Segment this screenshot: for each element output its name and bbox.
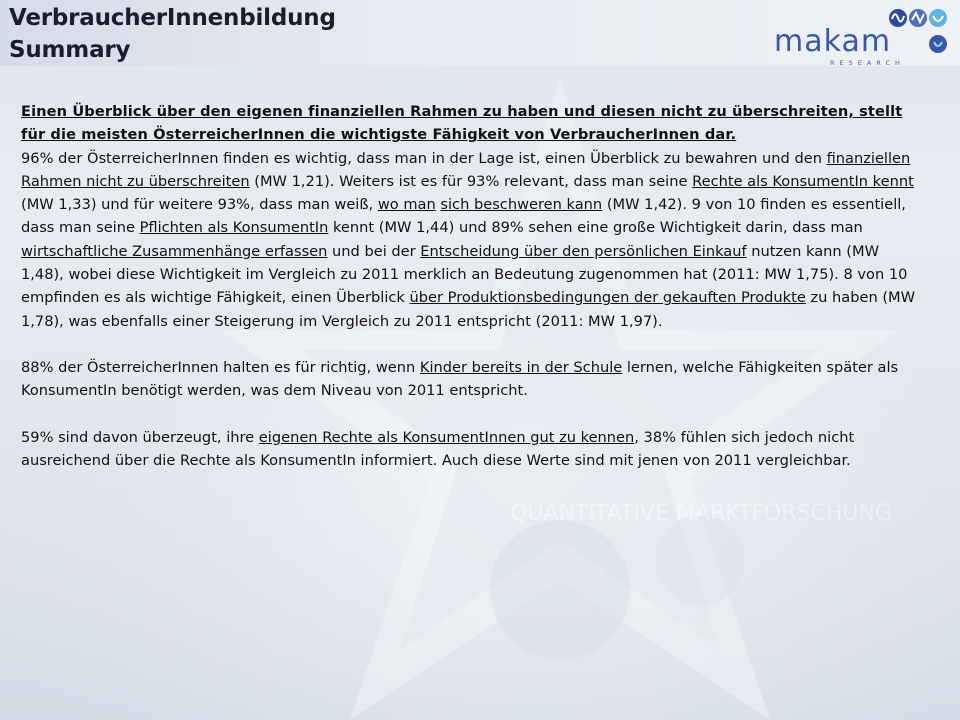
p1-highlight: Rechte als KonsumentIn kennt <box>692 172 914 190</box>
page-title <box>9 2 336 66</box>
lead-statement: Einen Überblick über den eigenen finanziellen Rahmen zu haben und diesen nicht zu überschreiten, stellt für die meisten ÖsterreicherInnen die wichtigste Fähigkeit von VerbraucherInnen dar. <box>21 103 903 144</box>
p3-text: 59% sind davon überzeugt, ihre <box>21 428 259 446</box>
paragraph-spacer <box>21 403 921 426</box>
company-logo <box>770 4 946 70</box>
p1-highlight: wo man <box>377 196 436 214</box>
p1-text: zu haben (MW 1,78), was ebenfalls einer Steigerung im Vergleich zu 2011 entspricht (2011: MW 1,97). <box>21 289 916 330</box>
p1-highlight: wirtschaftliche Zusammenhänge erfassen <box>21 242 328 260</box>
p1-text: nutzen kann (MW 1,48), wobei diese Wichtigkeit im Vergleich zu 2011 merklich an Bedeutung zugenommen hat (2011: MW 1,75). 8 von 10 empfinden es als wichtige Fähigkeit, einen Überblick <box>21 242 908 307</box>
watermark-text: QUANTITATIVE MARKTFORSCHUNG <box>510 501 893 526</box>
title-line-2: Summary <box>9 37 131 63</box>
p1-highlight: finanziellen Rahmen nicht zu überschreiten <box>21 149 911 190</box>
p1-text: kennt (MW 1,44) und 89% sehen eine große Wichtigkeit darin, dass man <box>328 219 863 237</box>
p3-text: , 38% fühlen sich jedoch nicht ausreichend über die Rechte als KonsumentIn informiert. Auch diese Werte sind mit jenen von 2011 vergleichbar. <box>21 428 855 469</box>
logo-subtitle: RESEARCH <box>830 59 905 67</box>
p1-highlight: über Produktionsbedingungen der gekauften Produkte <box>409 289 806 307</box>
summary-content <box>21 100 921 472</box>
p1-text: (MW 1,33) und für weitere 93%, dass man weiß, <box>21 196 378 214</box>
p1-highlight: Entscheidung über den persönlichen Einkauf <box>420 242 747 260</box>
paragraph-2 <box>21 356 921 403</box>
p2-text: lernen, welche Fähigkeiten später als KonsumentIn benötigt werden, was dem Niveau von 2011 entspricht. <box>21 358 899 400</box>
title-line-1: VerbraucherInnenbildung <box>9 5 336 31</box>
p1-text: (MW 1,42). 9 von 10 finden es essentiell, dass man seine <box>21 196 906 237</box>
p1-text: 96% der ÖsterreicherInnen finden es wichtig, dass man in der Lage ist, einen Überblick zu bewahren und den <box>21 149 827 167</box>
p2-highlight: Kinder bereits in der Schule <box>419 358 623 376</box>
paragraph-spacer <box>21 333 921 356</box>
paragraph-1 <box>21 147 921 333</box>
p1-text: und bei der <box>327 242 421 260</box>
p2-text: 88% der ÖsterreicherInnen halten es für richtig, wenn <box>21 358 420 376</box>
p1-highlight: Pflichten als KonsumentIn <box>139 219 329 237</box>
p3-highlight: eigenen Rechte als KonsumentInnen gut zu kennen <box>258 428 635 446</box>
makam-logo-icon <box>888 4 948 60</box>
paragraph-3 <box>21 426 921 473</box>
logo-wordmark: makam <box>774 24 892 59</box>
p1-text: (MW 1,21). Weiters ist es für 93% relevant, dass man seine <box>249 172 693 190</box>
p1-highlight: sich beschweren kann <box>440 196 603 214</box>
